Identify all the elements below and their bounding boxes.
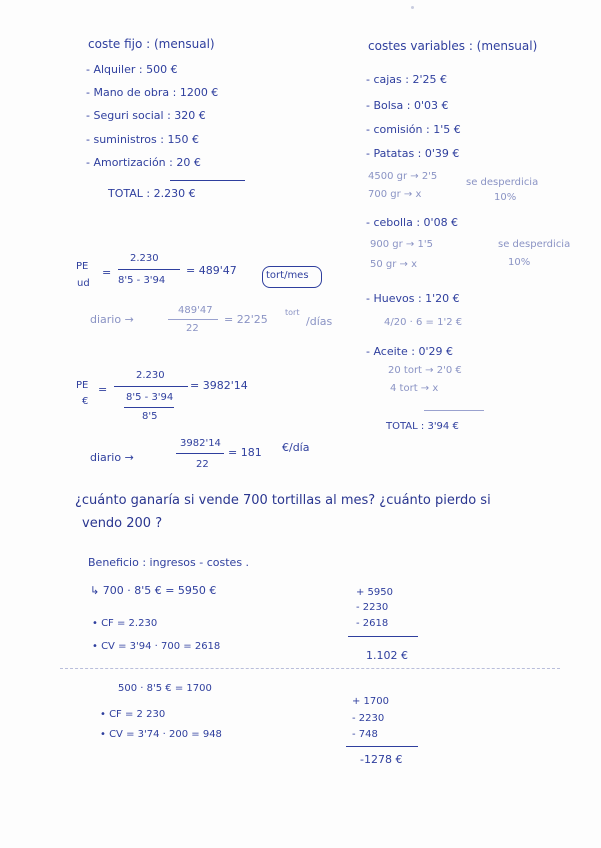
variable-cost-item: - cajas : 2'25 € <box>366 73 447 86</box>
pe-result: = 489'47 <box>186 264 237 277</box>
fixed-cost-item: - Seguri social : 320 € <box>86 109 206 122</box>
pe-label: PE <box>76 380 89 391</box>
fraction-bar <box>176 453 224 454</box>
case1-fixed-cost: • CF = 2.230 <box>92 618 158 629</box>
case1-sum-line: + 5950 <box>356 587 394 598</box>
daily-numerator: 3982'14 <box>180 438 221 449</box>
huevos-calc: 4/20 · 6 = 1'2 € <box>384 317 463 328</box>
variable-cost-item: - Aceite : 0'29 € <box>366 345 453 358</box>
cebolla-calc-line: 50 gr → x <box>370 259 418 270</box>
variable-costs-total: TOTAL : 3'94 € <box>386 421 459 432</box>
fraction-bar <box>168 319 218 320</box>
variable-costs-title: costes variables : (mensual) <box>368 39 538 53</box>
variable-cost-item: - cebolla : 0'08 € <box>366 216 459 229</box>
patatas-calc-note: se desperdicia <box>466 177 539 188</box>
case2-result: -1278 € <box>360 753 403 766</box>
daily-denominator: 22 <box>196 459 209 470</box>
fixed-cost-item: - Amortización : 20 € <box>86 156 201 169</box>
pe-unit: tort/mes <box>266 270 309 281</box>
patatas-calc-line: 4500 gr → 2'5 <box>368 171 438 182</box>
daily-label: diario → <box>90 451 134 464</box>
cebolla-calc-line: 900 gr → 1'5 <box>370 239 433 250</box>
case2-variable-cost: • CV = 3'74 · 200 = 948 <box>100 729 222 740</box>
fixed-cost-item: - suministros : 150 € <box>86 133 199 146</box>
variable-cost-item: - comisión : 1'5 € <box>366 123 461 136</box>
equals-sign: = <box>98 383 108 396</box>
variable-cost-item: - Huevos : 1'20 € <box>366 292 460 305</box>
case1-revenue: ↳ 700 · 8'5 € = 5950 € <box>90 584 217 597</box>
case2-sum-line: - 2230 <box>352 713 385 724</box>
pe-label-sub: ud <box>77 278 90 289</box>
profit-formula: Beneficio : ingresos - costes . <box>88 556 250 569</box>
cebolla-calc-note: se desperdicia <box>498 239 571 250</box>
patatas-calc-line: 700 gr → x <box>368 189 422 200</box>
daily-numerator: 489'47 <box>178 305 213 316</box>
daily-denominator: 22 <box>186 323 199 334</box>
case1-result: 1.102 € <box>366 649 408 662</box>
pe-label: PE <box>76 261 89 272</box>
fraction-bar <box>114 386 188 387</box>
pe-label-sub: € <box>82 396 89 407</box>
daily-label: diario → <box>90 313 134 326</box>
cebolla-calc-note: 10% <box>508 257 531 268</box>
pe-numerator: 2.230 <box>136 370 165 381</box>
daily-unit-sup: tort <box>285 308 300 317</box>
pe-numerator: 2.230 <box>130 253 159 264</box>
pe-result: = 3982'14 <box>190 379 248 392</box>
fixed-cost-item: - Mano de obra : 1200 € <box>86 86 219 99</box>
case1-variable-cost: • CV = 3'94 · 700 = 2618 <box>92 641 221 652</box>
fixed-costs-total: TOTAL : 2.230 € <box>108 187 196 200</box>
paper-mark <box>411 6 414 9</box>
case2-fixed-cost: • CF = 2 230 <box>100 709 166 720</box>
fixed-cost-item: - Alquiler : 500 € <box>86 63 178 76</box>
aceite-calc-line: 20 tort → 2'0 € <box>388 365 462 376</box>
equals-sign: = <box>102 266 112 279</box>
pe-denominator-sub: 8'5 <box>142 411 158 422</box>
case1-sum-line: - 2230 <box>356 602 389 613</box>
case2-sum-line: - 748 <box>352 729 378 740</box>
case2-sum-line: + 1700 <box>352 696 390 707</box>
sum-rule <box>346 746 418 747</box>
daily-unit: /días <box>306 315 333 328</box>
question-line: ¿cuánto ganaría si vende 700 tortillas al mes? ¿cuánto pierdo si <box>75 493 491 508</box>
question-line: vendo 200 ? <box>82 516 163 531</box>
aceite-calc-line: 4 tort → x <box>390 383 439 394</box>
daily-result: = 181 <box>228 446 262 459</box>
pe-denominator: 8'5 - 3'94 <box>126 392 174 403</box>
case2-revenue: 500 · 8'5 € = 1700 <box>118 683 212 694</box>
patatas-calc-note: 10% <box>494 192 517 203</box>
daily-result: = 22'25 <box>224 313 268 326</box>
fraction-bar <box>124 407 174 408</box>
daily-unit: €/día <box>282 441 310 454</box>
section-separator <box>60 668 560 669</box>
total-underline <box>424 410 484 411</box>
pe-denominator: 8'5 - 3'94 <box>118 275 166 286</box>
fixed-costs-title: coste fijo : (mensual) <box>88 37 215 51</box>
variable-cost-item: - Patatas : 0'39 € <box>366 147 460 160</box>
sum-rule <box>348 636 418 637</box>
fraction-bar <box>118 269 180 270</box>
variable-cost-item: - Bolsa : 0'03 € <box>366 99 449 112</box>
case1-sum-line: - 2618 <box>356 618 389 629</box>
total-underline <box>170 180 245 181</box>
